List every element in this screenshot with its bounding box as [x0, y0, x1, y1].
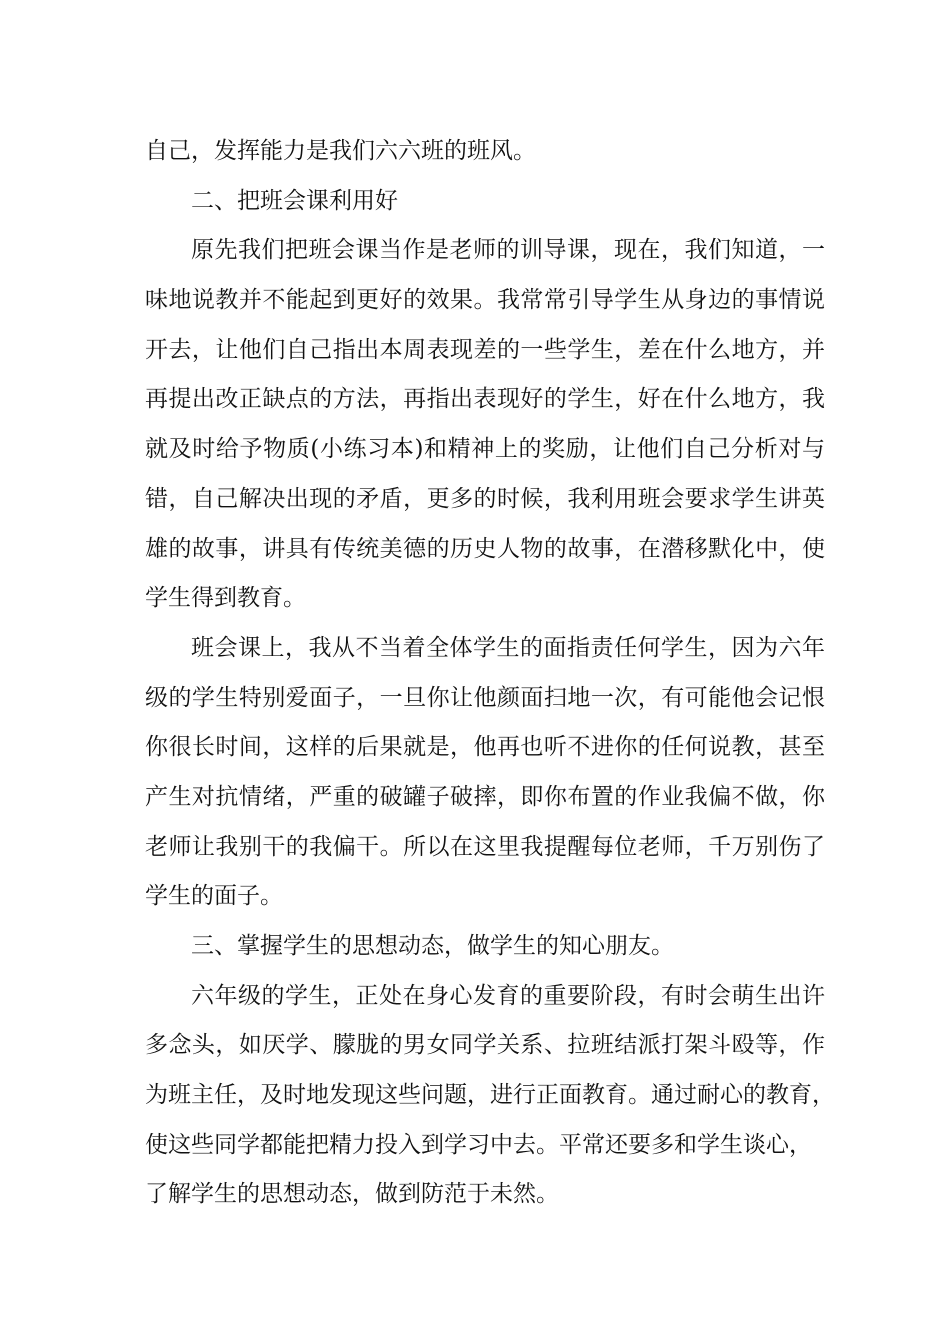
text-line: 级的学生特别爱面子，一旦你让他颜面扫地一次，有可能他会记恨 [145, 684, 825, 711]
text-line: 使这些同学都能把精力投入到学习中去。平常还要多和学生谈心， [145, 1131, 812, 1158]
text-line: 老师让我别干的我偏干。所以在这里我提醒每位老师，千万别伤了 [145, 833, 825, 860]
text-line: 雄的故事，讲具有传统美德的历史人物的故事，在潜移默化中，使 [145, 535, 825, 562]
document-body [145, 127, 835, 1220]
text-line: 就及时给予物质(小练习本)和精神上的奖励，让他们自己分析对与 [145, 436, 825, 463]
text-line: 自己，发挥能力是我们六六班的班风。 [145, 138, 536, 164]
text-line: 再提出改正缺点的方法，再指出表现好的学生，好在什么地方，我 [145, 386, 825, 413]
text-line: 学生得到教育。 [145, 585, 306, 612]
text-line: 产生对抗情绪，严重的破罐子破摔，即你布置的作业我偏不做，你 [145, 783, 825, 810]
text-line: 原先我们把班会课当作是老师的训导课，现在，我们知道，一 [191, 237, 825, 264]
text-line: 了解学生的思想动态，做到防范于未然。 [145, 1181, 559, 1208]
text-line: 班会课上，我从不当着全体学生的面指责任何学生，因为六年 [191, 634, 825, 661]
text-line: 你很长时间，这样的后果就是，他再也听不进你的任何说教，甚至 [145, 734, 825, 761]
text-line: 六年级的学生，正处在身心发育的重要阶段，有时会萌生出许 [191, 982, 825, 1009]
text-line: 味地说教并不能起到更好的效果。我常常引导学生从身边的事情说 [145, 287, 825, 314]
section-heading-2: 二、把班会课利用好 [191, 187, 398, 214]
text-line: 学生的面子。 [145, 883, 283, 910]
section-heading-3: 三、掌握学生的思想动态，做学生的知心朋友。 [191, 933, 674, 959]
text-line: 错，自己解决出现的矛盾，更多的时候，我利用班会要求学生讲英 [145, 485, 825, 512]
text-line: 开去，让他们自己指出本周表现差的一些学生，差在什么地方，并 [145, 336, 825, 363]
text-line: 多念头，如厌学、朦胧的男女同学关系、拉班结派打架斗殴等，作 [145, 1032, 825, 1059]
text-line: 为班主任，及时地发现这些问题，进行正面教育。通过耐心的教育， [145, 1082, 835, 1109]
